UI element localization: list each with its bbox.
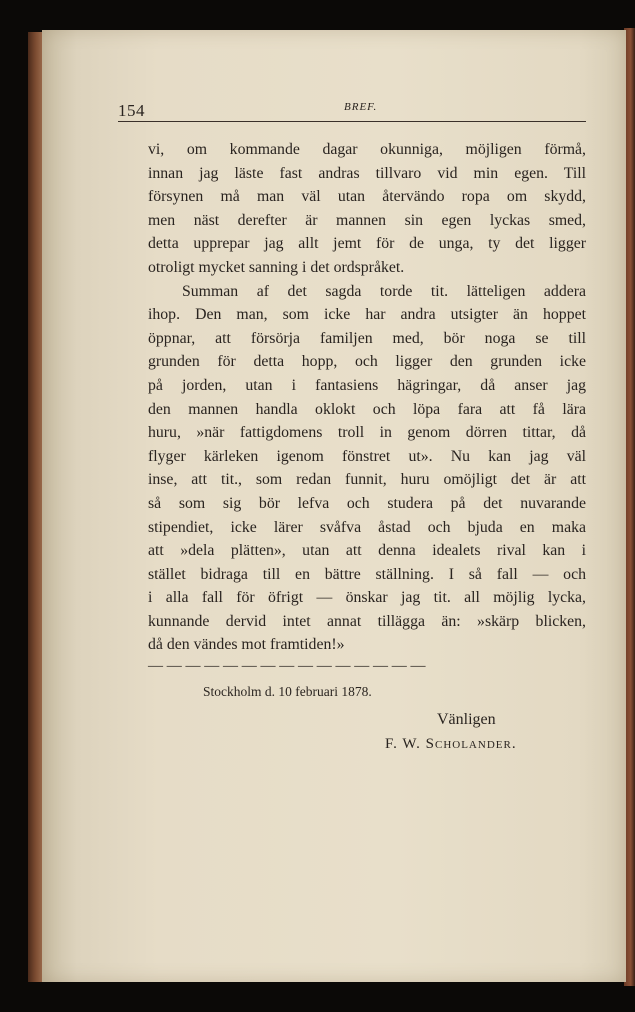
dash-separator: — — — — — — — — — — — — — — — (148, 658, 426, 674)
valediction: Vänligen (437, 711, 496, 728)
running-head: BREF. (344, 101, 378, 113)
text-line: öppnar, att försörja familjen med, bör noga se till (148, 329, 586, 347)
text-line: då den vändes mot framtiden!» (148, 636, 345, 654)
text-line: inse, att tit., som redan funnit, huru omöjligt det är att (148, 471, 586, 489)
header-rule (118, 121, 586, 122)
text-line: detta upprepar jag allt jemt för de unga, ty det ligger (148, 235, 586, 253)
body-text (148, 138, 586, 657)
text-line: på jorden, utan i fantasiens hägringar, då anser jag (148, 376, 586, 394)
text-line: stället bidraga till en bättre ställning. I så fall — och (148, 565, 586, 583)
text-line: den mannen handla oklokt och löpa fara att få lära (148, 400, 586, 418)
signature: F. W. Scholander. (385, 736, 517, 752)
text-line: huru, »när fattigdomens troll in genom dörren tittar, då (148, 424, 586, 442)
text-line: otroligt mycket sanning i det ordspråket. (148, 258, 405, 276)
text-line: stipendiet, icke lärer svåfva åstad och bjuda en maka (148, 518, 586, 536)
text-line: kunnande dervid intet annat tillägga än: »skärp blicken, (148, 612, 586, 630)
text-line: ihop. Den man, som icke har andra utsigter än hoppet (148, 306, 586, 324)
text-line: Summan af det sagda torde tit. lätteligen addera (182, 282, 586, 300)
text-line: i alla fall för öfrigt — önskar jag tit. all möjlig lycka, (148, 589, 586, 607)
text-line: försynen må man väl utan återvändo ropa om skydd, (148, 188, 586, 206)
text-line: grunden för detta hopp, och ligger den grunden icke (148, 353, 586, 371)
text-line: innan jag läste fast andras tillvaro vid min egen. Till (148, 164, 586, 182)
page-number: 154 (118, 101, 145, 120)
text-line: men näst derefter är mannen sin egen lyckas smed, (148, 211, 586, 229)
text-line: att »dela plätten», utan att denna idealets rival kan i (148, 542, 586, 560)
text-line: så som sig bör lefva och studera på det nuvarande (148, 494, 586, 512)
text-line: flyger kärleken igenom fönstret ut». Nu kan jag väl (148, 447, 586, 465)
text-line: vi, om kommande dagar okunniga, möjligen förmå, (148, 141, 586, 158)
date-line: Stockholm d. 10 februari 1878. (203, 684, 372, 699)
